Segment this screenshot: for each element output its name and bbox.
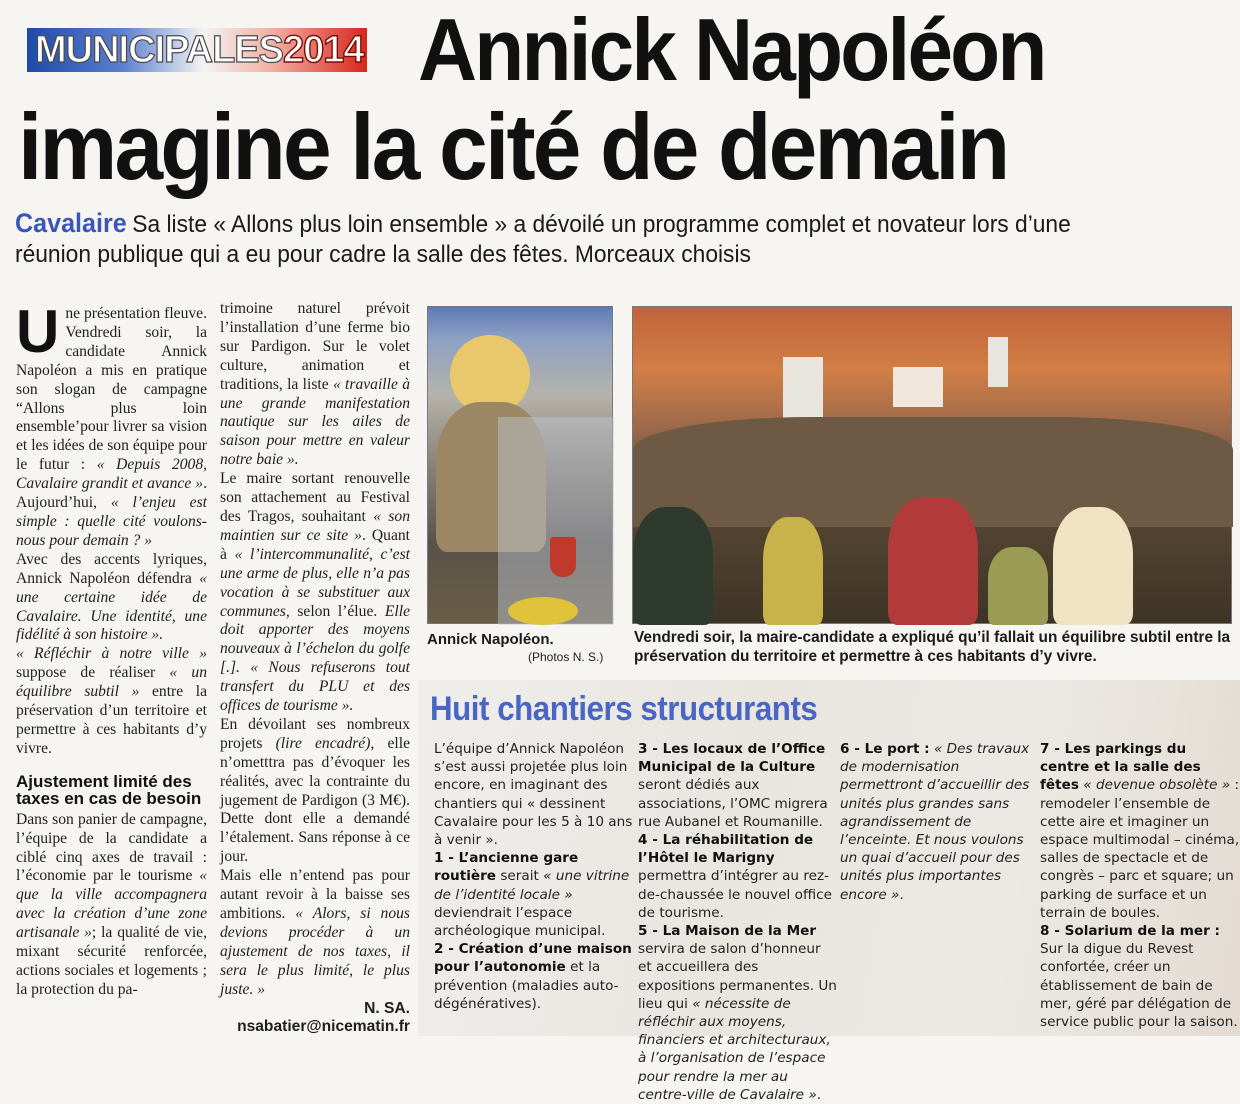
door xyxy=(893,367,943,407)
paragraph: Le maire sortant renouvelle son attachement au Festival des Tragos, souhaitant « son maintien sur ce site ». Quant à « l’intercommunalité, c’est une arme de plus, elle n’a pas vocation à se substituer aux communes, selon l’élue. Elle doit apporter des moyens nouveaux à l’échelon du golfe [.]. « Nous refuserons tout transfert du PLU et des offices de tourisme ». xyxy=(220,470,410,715)
paragraph: « Réfléchir à notre ville » suppose de réaliser « un équilibre subtil » entre la préservation d’un territoire et permettre à ces habitants d’y vivre. xyxy=(16,645,207,757)
crowd-caption: Vendredi soir, la maire-candidate a expliqué qu’il fallait un équilibre subtil entre la préservation du territoire et permettre à ces habitants d’y vivre. xyxy=(634,629,1231,665)
list-item: 5 - La Maison de la Mer servira de salon d’honneur et accueillera des expositions permanentes. Un lieu qui « nécessite de réfléchir aux moyens, financiers et architecturaux, à l’organisation de l’espace pour rendre la mer au centre-ville de Cavalaire ». xyxy=(638,923,837,1103)
flowers xyxy=(508,597,578,625)
paragraph: En dévoilant ses nombreux projets (lire encadré), elle n’ometttra pas d’évoquer les réalités, avec la contrainte du jugement de Pardigon (3 M€). Dette dont elle a demandé l’étalement. Sans réponse à ce jour. xyxy=(220,715,410,866)
headline-line-2: imagine la cité de demain xyxy=(18,94,1008,199)
crest-emblem xyxy=(550,537,576,577)
person-white-sweater xyxy=(1053,507,1133,625)
list-item: 2 - Création d’une maison pour l’autonomie et la prévention (maladies auto-dégénératives). xyxy=(434,941,632,1012)
sidebar-column-2 xyxy=(638,740,838,1104)
list-item: 3 - Les locaux de l’Office Municipal de la Culture seront dédiés aux associations, l’OMC migrera rue Aubanel et Roumanille. xyxy=(638,741,828,830)
sidebar-intro: L’équipe d’Annick Napoléon s’est aussi projetée plus loin encore, en imaginant des chantiers qui « dessinent Cavalaire pour les 5 à 10 ans à venir ». xyxy=(434,741,633,849)
headline-line-1: Annick Napoléon xyxy=(418,0,1045,99)
subheading: Ajustement limité des taxes en cas de besoin xyxy=(16,771,202,808)
drop-cap: U xyxy=(16,298,60,365)
photo-credit: (Photos N. S.) xyxy=(528,650,604,664)
paragraph: ne présentation fleuve. Vendredi soir, la candidate Annick Napoléon a mis en pratique son slogan de campagne “Allons plus loin ensemble’pour livrer sa vision et les idées de son équipe pour le futur : « Depuis 2008, Cavalaire grandit et avance ». Aujourd’hui, « l’enjeu est simple : quelle cité voulons-nous pour demain ? » xyxy=(16,305,208,549)
article-column-1 xyxy=(16,298,208,1000)
person-green xyxy=(988,547,1048,625)
paragraph: trimoine naturel prévoit l’installation d’une ferme bio sur Pardigon. Sur le volet culture, animation et traditions, la liste « travaille à une grande manifestation nautique sur les ailes de saison pour mettre en valeur notre baie ». xyxy=(220,300,410,469)
sidebar-column-1 xyxy=(434,740,634,1013)
author-email[interactable]: nsabatier@nicematin.fr xyxy=(237,1018,410,1036)
standfirst xyxy=(15,208,1131,270)
list-item: 7 - Les parkings du centre et la salle des fêtes « devenue obsolète » : remodeler l’ensemble de cette aire et imaginer un espace multimodal – cinéma, salles de spectacle et de congrès – parc et square; un parking de surface et un terrain de boules. xyxy=(1040,741,1240,921)
sidebar-column-3-content xyxy=(840,740,1040,904)
person-red-jacket xyxy=(888,497,978,625)
section-kicker xyxy=(27,28,367,72)
paragraph: Avec des accents lyriques, Annick Napoléon défendra « une certaine idée de Cavalaire. Une identité, une fidélité à son histoire ». xyxy=(16,550,207,644)
paragraph: Dans son panier de campagne, l’équipe de la candidate a ciblé cinq axes de travail : l’économie par le tourisme « que la ville accompagnera avec la création d’une zone artisanale »; la qualité de vie, mixant sécurité renforcée, actions sociales et logements ; la protection du pa- xyxy=(16,810,207,998)
person-yellow xyxy=(763,517,823,625)
list-item: 4 - La réhabilitation de l’Hôtel le Marigny permettra d’intégrer au rez-de-chaussée le nouvel office de tourisme. xyxy=(638,832,832,921)
sidebar-column-4 xyxy=(1040,740,1240,1031)
portrait-photo xyxy=(427,306,613,624)
paragraph: Mais elle n’entend pas pour autant revoir à la baisse ses ambitions. « Alors, si nous devions procéder à un ajustement de nos taxes, il sera le plus limité, le plus juste. » xyxy=(220,867,410,998)
author-signature: N. SA. xyxy=(364,999,410,1017)
crowd-photo xyxy=(632,306,1232,624)
dateline-place: Cavalaire xyxy=(15,208,127,238)
list-item: 1 - L’ancienne gare routière serait « une vitrine de l’identité locale » deviendrait l’espace archéologique municipal. xyxy=(434,850,630,940)
standfirst-text: Sa liste « Allons plus loin ensemble » a dévoilé un programme complet et novateur lors d’une réunion publique qui a eu pour cadre la salle des fêtes. Morceaux choisis xyxy=(15,211,1071,268)
kicker-label: MUNICIPALES xyxy=(35,29,283,71)
portrait-caption: Annick Napoléon. xyxy=(427,631,554,648)
banner xyxy=(988,337,1008,387)
person-dark xyxy=(633,507,713,625)
sidebar-title: Huit chantiers structurants xyxy=(430,690,818,728)
list-item: 6 - Le port : « Des travaux de modernisation permettront d’accueillir des unités plus grandes sans agrandissement de l’enceinte. Et nous voulons un quai d’accueil pour des unités plus importantes encore ». xyxy=(840,741,1030,903)
list-item: 8 - Solarium de la mer : Sur la digue du Revest confortée, créer un établissement de bain de mer, géré par délégation de service public pour la saison. xyxy=(1040,923,1238,1031)
kicker-year: 2014 xyxy=(282,29,364,71)
article-column-2 xyxy=(220,300,410,1037)
lectern xyxy=(498,417,614,625)
